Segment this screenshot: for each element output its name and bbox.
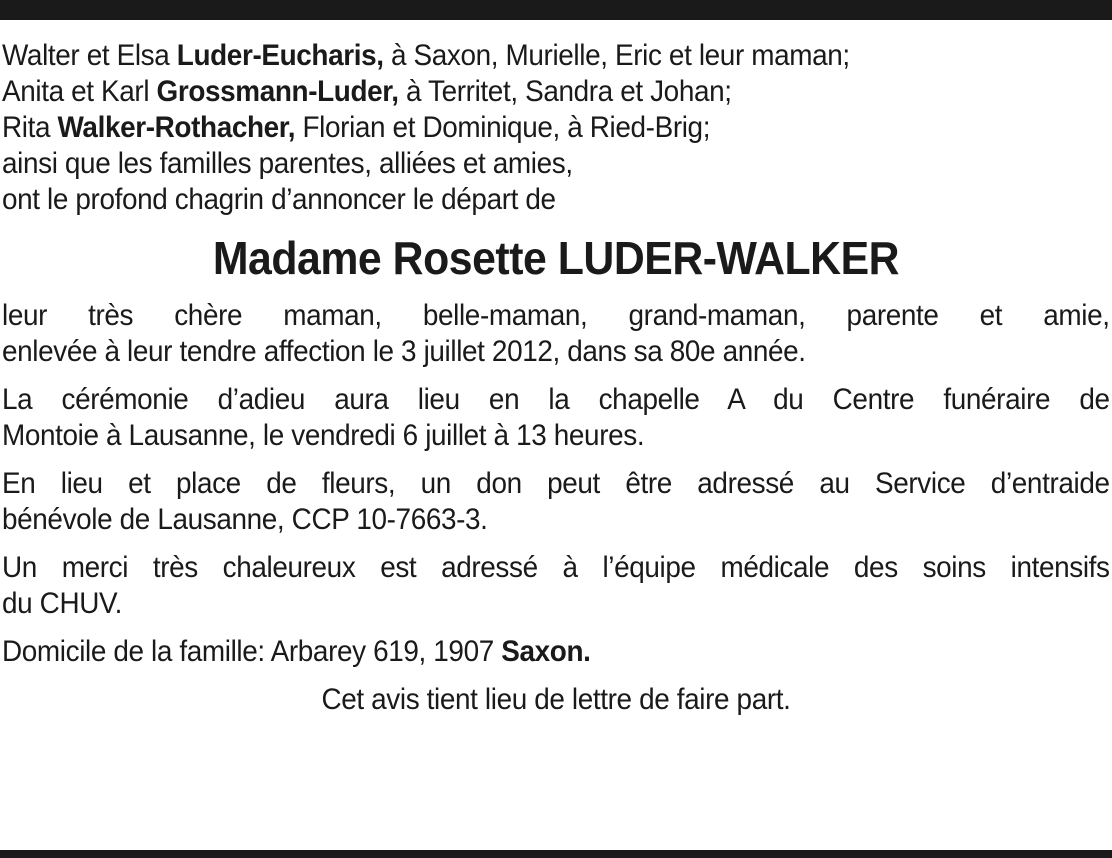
notice-paragraph — [2, 466, 1110, 538]
death-notice — [2, 38, 1110, 718]
intro-line: Anita et Karl Grossmann-Luder, à Territet, Sandra et Johan; — [2, 75, 732, 108]
notice-paragraph — [2, 550, 1110, 622]
paragraph-line: du CHUV. — [2, 587, 123, 620]
intro-line: Walter et Elsa Luder-Eucharis, à Saxon, Murielle, Eric et leur maman; — [2, 39, 850, 72]
family-announcement — [2, 38, 1110, 218]
top-rule — [0, 0, 1112, 20]
deceased-name: Madame Rosette LUDER-WALKER — [212, 232, 900, 284]
intro-line: ont le profond chagrin d’annoncer le départ de — [2, 183, 556, 216]
paragraph-line: La cérémonie d’adieu aura lieu en la chapelle A du Centre funéraire de — [2, 383, 1110, 416]
intro-line: ainsi que les familles parentes, alliées et amies, — [2, 147, 573, 180]
notice-body — [2, 298, 1110, 670]
paragraph-line: Un merci très chaleureux est adressé à l’équipe médicale des soins intensifs — [2, 551, 1110, 584]
paragraph-line: bénévole de Lausanne, CCP 10-7663-3. — [2, 503, 488, 536]
domicile-line: Domicile de la famille: Arbarey 619, 1907 Saxon. — [2, 635, 591, 668]
paragraph-line: En lieu et place de fleurs, un don peut être adressé au Service d’entraide — [2, 467, 1110, 500]
closing-note: Cet avis tient lieu de lettre de faire part. — [321, 683, 791, 716]
notice-paragraph — [2, 298, 1110, 370]
paragraph-line: leur très chère maman, belle-maman, grand-maman, parente et amie, — [2, 299, 1110, 332]
intro-line: Rita Walker-Rothacher, Florian et Dominique, à Ried-Brig; — [2, 111, 711, 144]
bottom-rule — [0, 850, 1112, 858]
paragraph-line: enlevée à leur tendre affection le 3 juillet 2012, dans sa 80e année. — [2, 335, 806, 368]
notice-paragraph — [2, 382, 1110, 454]
paragraph-line: Montoie à Lausanne, le vendredi 6 juillet à 13 heures. — [2, 419, 645, 452]
